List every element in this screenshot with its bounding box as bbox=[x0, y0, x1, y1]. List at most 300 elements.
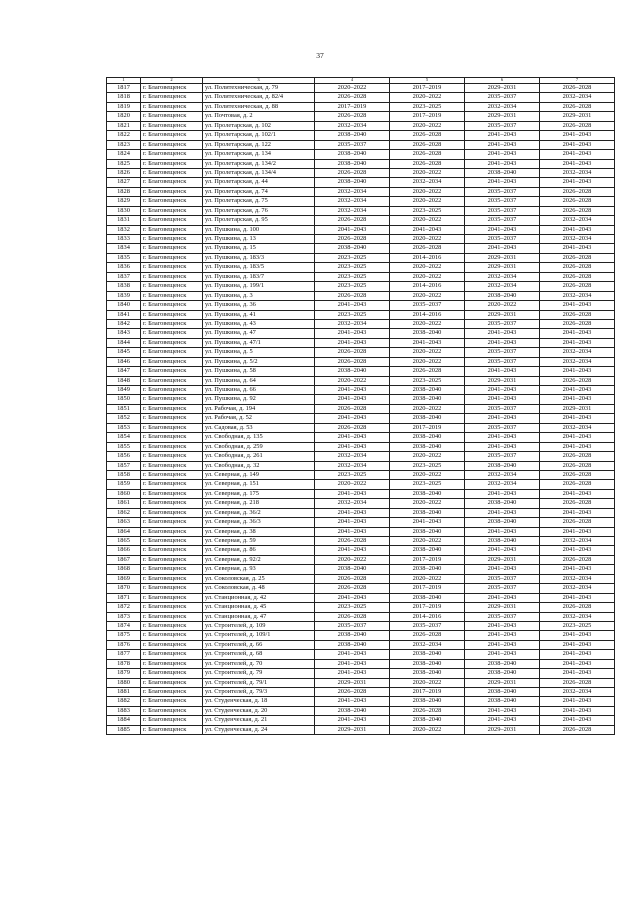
period-cell: 2020–2022 bbox=[390, 470, 465, 479]
table-row bbox=[107, 508, 615, 517]
city-cell: г. Благовещенск bbox=[141, 140, 203, 149]
row-number-cell: 1839 bbox=[107, 291, 141, 300]
period-cell: 2038–2040 bbox=[390, 527, 465, 536]
period-cell: 2023–2025 bbox=[315, 310, 390, 319]
table-row bbox=[107, 640, 615, 649]
period-cell: 2020–2022 bbox=[390, 235, 465, 244]
period-cell: 2035–2037 bbox=[465, 574, 540, 583]
row-number-cell: 1820 bbox=[107, 112, 141, 121]
city-cell: г. Благовещенск bbox=[141, 688, 203, 697]
period-cell: 2041–2043 bbox=[465, 640, 540, 649]
period-cell: 2035–2037 bbox=[465, 93, 540, 102]
city-cell: г. Благовещенск bbox=[141, 244, 203, 253]
period-cell: 2041–2043 bbox=[465, 508, 540, 517]
table-row bbox=[107, 395, 615, 404]
table-row bbox=[107, 272, 615, 281]
row-number-cell: 1818 bbox=[107, 93, 141, 102]
period-cell: 2041–2043 bbox=[540, 593, 615, 602]
table-row bbox=[107, 527, 615, 536]
row-number-cell: 1872 bbox=[107, 603, 141, 612]
address-cell: ул. Строителей, д. 109 bbox=[203, 621, 315, 630]
row-number-cell: 1858 bbox=[107, 470, 141, 479]
period-cell: 2020–2022 bbox=[315, 84, 390, 93]
period-cell: 2041–2043 bbox=[540, 489, 615, 498]
address-cell: ул. Пролетарская, д. 102 bbox=[203, 121, 315, 130]
period-cell: 2038–2040 bbox=[465, 537, 540, 546]
address-cell: ул. Пролетарская, д. 75 bbox=[203, 197, 315, 206]
period-cell: 2032–2034 bbox=[540, 357, 615, 366]
table-row bbox=[107, 225, 615, 234]
table-row bbox=[107, 688, 615, 697]
city-cell: г. Благовещенск bbox=[141, 121, 203, 130]
column-number-header: 7 bbox=[540, 78, 615, 84]
period-cell: 2041–2043 bbox=[315, 386, 390, 395]
table-row bbox=[107, 244, 615, 253]
row-number-cell: 1878 bbox=[107, 659, 141, 668]
period-cell: 2032–2034 bbox=[540, 612, 615, 621]
address-cell: ул. Северная, д. 149 bbox=[203, 470, 315, 479]
period-cell: 2026–2028 bbox=[315, 688, 390, 697]
address-cell: ул. Пушкина, д. 183/5 bbox=[203, 263, 315, 272]
row-number-cell: 1866 bbox=[107, 546, 141, 555]
address-cell: ул. Северная, д. 36/2 bbox=[203, 508, 315, 517]
period-cell: 2038–2040 bbox=[315, 244, 390, 253]
period-cell: 2041–2043 bbox=[465, 367, 540, 376]
row-number-cell: 1862 bbox=[107, 508, 141, 517]
address-cell: ул. Северная, д. 86 bbox=[203, 546, 315, 555]
schedule-table bbox=[106, 77, 615, 735]
period-cell: 2041–2043 bbox=[540, 301, 615, 310]
period-cell: 2041–2043 bbox=[315, 338, 390, 347]
period-cell: 2041–2043 bbox=[465, 178, 540, 187]
row-number-cell: 1832 bbox=[107, 225, 141, 234]
city-cell: г. Благовещенск bbox=[141, 414, 203, 423]
period-cell: 2041–2043 bbox=[465, 489, 540, 498]
period-cell: 2020–2022 bbox=[390, 357, 465, 366]
address-cell: ул. Северная, д. 93 bbox=[203, 565, 315, 574]
table-row bbox=[107, 187, 615, 196]
city-cell: г. Благовещенск bbox=[141, 357, 203, 366]
table-row bbox=[107, 357, 615, 366]
city-cell: г. Благовещенск bbox=[141, 659, 203, 668]
city-cell: г. Благовещенск bbox=[141, 93, 203, 102]
address-cell: ул. Рабочая, д. 52 bbox=[203, 414, 315, 423]
address-cell: ул. Строителей, д. 79 bbox=[203, 669, 315, 678]
table-row bbox=[107, 263, 615, 272]
period-cell: 2038–2040 bbox=[390, 697, 465, 706]
row-number-cell: 1881 bbox=[107, 688, 141, 697]
period-cell: 2041–2043 bbox=[540, 716, 615, 725]
address-cell: ул. Пушкина, д. 183/3 bbox=[203, 253, 315, 262]
period-cell: 2032–2034 bbox=[465, 272, 540, 281]
city-cell: г. Благовещенск bbox=[141, 461, 203, 470]
period-cell: 2035–2037 bbox=[465, 197, 540, 206]
period-cell: 2032–2034 bbox=[315, 187, 390, 196]
period-cell: 2029–2031 bbox=[465, 376, 540, 385]
table-row bbox=[107, 84, 615, 93]
city-cell: г. Благовещенск bbox=[141, 291, 203, 300]
period-cell: 2041–2043 bbox=[465, 565, 540, 574]
row-number-cell: 1854 bbox=[107, 433, 141, 442]
address-cell: ул. Северная, д. 175 bbox=[203, 489, 315, 498]
row-number-cell: 1864 bbox=[107, 527, 141, 536]
address-cell: ул. Пушкина, д. 36 bbox=[203, 301, 315, 310]
period-cell: 2026–2028 bbox=[540, 518, 615, 527]
period-cell: 2026–2028 bbox=[315, 423, 390, 432]
period-cell: 2026–2028 bbox=[540, 470, 615, 479]
table-row bbox=[107, 159, 615, 168]
period-cell: 2041–2043 bbox=[465, 225, 540, 234]
row-number-cell: 1860 bbox=[107, 489, 141, 498]
period-cell: 2032–2034 bbox=[315, 319, 390, 328]
address-cell: ул. Строителей, д. 70 bbox=[203, 659, 315, 668]
period-cell: 2026–2028 bbox=[390, 150, 465, 159]
row-number-cell: 1840 bbox=[107, 301, 141, 310]
address-cell: ул. Пушкина, д. 66 bbox=[203, 386, 315, 395]
city-cell: г. Благовещенск bbox=[141, 206, 203, 215]
address-cell: ул. Северная, д. 59 bbox=[203, 537, 315, 546]
row-number-cell: 1880 bbox=[107, 678, 141, 687]
period-cell: 2038–2040 bbox=[390, 414, 465, 423]
table-row bbox=[107, 555, 615, 564]
period-cell: 2029–2031 bbox=[465, 253, 540, 262]
address-cell: ул. Свободная, д. 32 bbox=[203, 461, 315, 470]
address-cell: ул. Пролетарская, д. 134 bbox=[203, 150, 315, 159]
city-cell: г. Благовещенск bbox=[141, 574, 203, 583]
column-number-header: 1 bbox=[107, 78, 141, 84]
address-cell: ул. Свободная, д. 135 bbox=[203, 433, 315, 442]
row-number-cell: 1853 bbox=[107, 423, 141, 432]
period-cell: 2041–2043 bbox=[540, 367, 615, 376]
address-cell: ул. Пушкина, д. 199/1 bbox=[203, 282, 315, 291]
city-cell: г. Благовещенск bbox=[141, 669, 203, 678]
address-cell: ул. Пушкина, д. 5/2 bbox=[203, 357, 315, 366]
period-cell: 2038–2040 bbox=[315, 631, 390, 640]
period-cell: 2041–2043 bbox=[315, 518, 390, 527]
period-cell: 2038–2040 bbox=[390, 650, 465, 659]
table-row bbox=[107, 112, 615, 121]
address-cell: ул. Станционная, д. 47 bbox=[203, 612, 315, 621]
row-number-cell: 1861 bbox=[107, 499, 141, 508]
period-cell: 2020–2022 bbox=[390, 121, 465, 130]
period-cell: 2032–2034 bbox=[465, 102, 540, 111]
row-number-cell: 1834 bbox=[107, 244, 141, 253]
period-cell: 2035–2037 bbox=[465, 357, 540, 366]
period-cell: 2041–2043 bbox=[540, 131, 615, 140]
table-row bbox=[107, 442, 615, 451]
row-number-cell: 1822 bbox=[107, 131, 141, 140]
period-cell: 2023–2025 bbox=[540, 621, 615, 630]
address-cell: ул. Свободная, д. 259 bbox=[203, 442, 315, 451]
table-row bbox=[107, 452, 615, 461]
period-cell: 2041–2043 bbox=[315, 442, 390, 451]
period-cell: 2023–2025 bbox=[315, 263, 390, 272]
period-cell: 2020–2022 bbox=[390, 678, 465, 687]
table-row bbox=[107, 537, 615, 546]
period-cell: 2038–2040 bbox=[390, 329, 465, 338]
period-cell: 2026–2028 bbox=[540, 452, 615, 461]
period-cell: 2029–2031 bbox=[465, 725, 540, 734]
city-cell: г. Благовещенск bbox=[141, 565, 203, 574]
row-number-cell: 1876 bbox=[107, 640, 141, 649]
period-cell: 2041–2043 bbox=[465, 716, 540, 725]
period-cell: 2029–2031 bbox=[315, 678, 390, 687]
period-cell: 2026–2028 bbox=[540, 253, 615, 262]
period-cell: 2035–2037 bbox=[465, 187, 540, 196]
row-number-cell: 1844 bbox=[107, 338, 141, 347]
period-cell: 2032–2034 bbox=[540, 93, 615, 102]
period-cell: 2041–2043 bbox=[540, 527, 615, 536]
table-row bbox=[107, 678, 615, 687]
period-cell: 2041–2043 bbox=[315, 225, 390, 234]
table-row bbox=[107, 329, 615, 338]
city-cell: г. Благовещенск bbox=[141, 197, 203, 206]
period-cell: 2041–2043 bbox=[540, 178, 615, 187]
city-cell: г. Благовещенск bbox=[141, 348, 203, 357]
period-cell: 2020–2022 bbox=[390, 725, 465, 734]
row-number-cell: 1871 bbox=[107, 593, 141, 602]
period-cell: 2014–2016 bbox=[390, 253, 465, 262]
city-cell: г. Благовещенск bbox=[141, 442, 203, 451]
city-cell: г. Благовещенск bbox=[141, 716, 203, 725]
period-cell: 2029–2031 bbox=[465, 555, 540, 564]
period-cell: 2041–2043 bbox=[465, 442, 540, 451]
table-row bbox=[107, 206, 615, 215]
period-cell: 2020–2022 bbox=[390, 168, 465, 177]
period-cell: 2023–2025 bbox=[390, 102, 465, 111]
address-cell: ул. Соколовская, д. 48 bbox=[203, 584, 315, 593]
city-cell: г. Благовещенск bbox=[141, 168, 203, 177]
period-cell: 2026–2028 bbox=[315, 216, 390, 225]
period-cell: 2038–2040 bbox=[465, 291, 540, 300]
period-cell: 2041–2043 bbox=[390, 338, 465, 347]
period-cell: 2020–2022 bbox=[465, 301, 540, 310]
period-cell: 2026–2028 bbox=[315, 404, 390, 413]
row-number-cell: 1826 bbox=[107, 168, 141, 177]
table-row bbox=[107, 461, 615, 470]
city-cell: г. Благовещенск bbox=[141, 319, 203, 328]
period-cell: 2035–2037 bbox=[465, 584, 540, 593]
table-row bbox=[107, 470, 615, 479]
period-cell: 2032–2034 bbox=[540, 574, 615, 583]
table-row bbox=[107, 669, 615, 678]
period-cell: 2041–2043 bbox=[465, 159, 540, 168]
table-row bbox=[107, 131, 615, 140]
row-number-cell: 1824 bbox=[107, 150, 141, 159]
table-row bbox=[107, 386, 615, 395]
table-row bbox=[107, 546, 615, 555]
period-cell: 2035–2037 bbox=[465, 206, 540, 215]
period-cell: 2026–2028 bbox=[315, 584, 390, 593]
address-cell: ул. Пушкина, д. 5 bbox=[203, 348, 315, 357]
period-cell: 2041–2043 bbox=[540, 150, 615, 159]
period-cell: 2041–2043 bbox=[465, 131, 540, 140]
row-number-cell: 1870 bbox=[107, 584, 141, 593]
column-number-header: 2 bbox=[141, 78, 203, 84]
city-cell: г. Благовещенск bbox=[141, 584, 203, 593]
period-cell: 2041–2043 bbox=[315, 650, 390, 659]
period-cell: 2032–2034 bbox=[540, 235, 615, 244]
table-row bbox=[107, 706, 615, 715]
table-row bbox=[107, 518, 615, 527]
address-cell: ул. Пролетарская, д. 134/4 bbox=[203, 168, 315, 177]
row-number-cell: 1877 bbox=[107, 650, 141, 659]
period-cell: 2026–2028 bbox=[390, 159, 465, 168]
period-cell: 2023–2025 bbox=[315, 253, 390, 262]
table-row bbox=[107, 659, 615, 668]
city-cell: г. Благовещенск bbox=[141, 282, 203, 291]
period-cell: 2032–2034 bbox=[465, 470, 540, 479]
period-cell: 2041–2043 bbox=[540, 159, 615, 168]
period-cell: 2017–2019 bbox=[315, 102, 390, 111]
period-cell: 2020–2022 bbox=[390, 272, 465, 281]
period-cell: 2023–2025 bbox=[390, 480, 465, 489]
period-cell: 2032–2034 bbox=[315, 452, 390, 461]
period-cell: 2026–2028 bbox=[315, 357, 390, 366]
address-cell: ул. Строителей, д. 79/1 bbox=[203, 678, 315, 687]
city-cell: г. Благовещенск bbox=[141, 423, 203, 432]
period-cell: 2035–2037 bbox=[315, 140, 390, 149]
period-cell: 2017–2019 bbox=[390, 603, 465, 612]
address-cell: ул. Рабочая, д. 194 bbox=[203, 404, 315, 413]
period-cell: 2035–2037 bbox=[465, 348, 540, 357]
period-cell: 2014–2016 bbox=[390, 282, 465, 291]
city-cell: г. Благовещенск bbox=[141, 178, 203, 187]
period-cell: 2017–2019 bbox=[390, 112, 465, 121]
period-cell: 2038–2040 bbox=[315, 178, 390, 187]
period-cell: 2032–2034 bbox=[390, 178, 465, 187]
city-cell: г. Благовещенск bbox=[141, 386, 203, 395]
period-cell: 2020–2022 bbox=[390, 291, 465, 300]
period-cell: 2041–2043 bbox=[540, 140, 615, 149]
table-row bbox=[107, 584, 615, 593]
period-cell: 2032–2034 bbox=[540, 423, 615, 432]
address-cell: ул. Пушкина, д. 64 bbox=[203, 376, 315, 385]
period-cell: 2029–2031 bbox=[465, 112, 540, 121]
period-cell: 2035–2037 bbox=[465, 235, 540, 244]
period-cell: 2038–2040 bbox=[390, 716, 465, 725]
period-cell: 2020–2022 bbox=[390, 319, 465, 328]
period-cell: 2038–2040 bbox=[390, 395, 465, 404]
period-cell: 2029–2031 bbox=[540, 112, 615, 121]
period-cell: 2041–2043 bbox=[540, 508, 615, 517]
city-cell: г. Благовещенск bbox=[141, 452, 203, 461]
address-cell: ул. Станционная, д. 45 bbox=[203, 603, 315, 612]
period-cell: 2023–2025 bbox=[315, 603, 390, 612]
city-cell: г. Благовещенск bbox=[141, 301, 203, 310]
address-cell: ул. Садовая, д. 53 bbox=[203, 423, 315, 432]
period-cell: 2038–2040 bbox=[390, 669, 465, 678]
city-cell: г. Благовещенск bbox=[141, 187, 203, 196]
period-cell: 2026–2028 bbox=[390, 140, 465, 149]
period-cell: 2041–2043 bbox=[465, 593, 540, 602]
address-cell: ул. Пролетарская, д. 95 bbox=[203, 216, 315, 225]
period-cell: 2038–2040 bbox=[315, 367, 390, 376]
row-number-cell: 1833 bbox=[107, 235, 141, 244]
row-number-cell: 1874 bbox=[107, 621, 141, 630]
period-cell: 2041–2043 bbox=[540, 329, 615, 338]
address-cell: ул. Строителей, д. 79/3 bbox=[203, 688, 315, 697]
table-row bbox=[107, 621, 615, 630]
period-cell: 2035–2037 bbox=[465, 404, 540, 413]
table-row bbox=[107, 235, 615, 244]
city-cell: г. Благовещенск bbox=[141, 603, 203, 612]
table-row bbox=[107, 197, 615, 206]
period-cell: 2026–2028 bbox=[540, 480, 615, 489]
city-cell: г. Благовещенск bbox=[141, 480, 203, 489]
table-row bbox=[107, 348, 615, 357]
period-cell: 2035–2037 bbox=[465, 612, 540, 621]
period-cell: 2041–2043 bbox=[540, 546, 615, 555]
city-cell: г. Благовещенск bbox=[141, 338, 203, 347]
period-cell: 2041–2043 bbox=[465, 150, 540, 159]
period-cell: 2017–2019 bbox=[390, 84, 465, 93]
row-number-cell: 1837 bbox=[107, 272, 141, 281]
table-row bbox=[107, 574, 615, 583]
city-cell: г. Благовещенск bbox=[141, 367, 203, 376]
period-cell: 2035–2037 bbox=[465, 423, 540, 432]
city-cell: г. Благовещенск bbox=[141, 329, 203, 338]
city-cell: г. Благовещенск bbox=[141, 706, 203, 715]
table-row bbox=[107, 716, 615, 725]
row-number-cell: 1879 bbox=[107, 669, 141, 678]
period-cell: 2032–2034 bbox=[540, 688, 615, 697]
period-cell: 2032–2034 bbox=[465, 282, 540, 291]
table-row bbox=[107, 593, 615, 602]
address-cell: ул. Пушкина, д. 41 bbox=[203, 310, 315, 319]
period-cell: 2041–2043 bbox=[465, 621, 540, 630]
period-cell: 2023–2025 bbox=[390, 206, 465, 215]
address-cell: ул. Соколовская, д. 25 bbox=[203, 574, 315, 583]
period-cell: 2041–2043 bbox=[540, 442, 615, 451]
period-cell: 2038–2040 bbox=[465, 518, 540, 527]
address-cell: ул. Пушкина, д. 15 bbox=[203, 244, 315, 253]
city-cell: г. Благовещенск bbox=[141, 508, 203, 517]
table-row bbox=[107, 216, 615, 225]
period-cell: 2020–2022 bbox=[390, 537, 465, 546]
period-cell: 2032–2034 bbox=[465, 480, 540, 489]
period-cell: 2026–2028 bbox=[540, 263, 615, 272]
period-cell: 2020–2022 bbox=[390, 404, 465, 413]
period-cell: 2032–2034 bbox=[540, 584, 615, 593]
table-row bbox=[107, 338, 615, 347]
row-number-cell: 1875 bbox=[107, 631, 141, 640]
period-cell: 2026–2028 bbox=[540, 310, 615, 319]
period-cell: 2026–2028 bbox=[315, 93, 390, 102]
period-cell: 2041–2043 bbox=[540, 640, 615, 649]
period-cell: 2041–2043 bbox=[465, 244, 540, 253]
period-cell: 2041–2043 bbox=[315, 669, 390, 678]
row-number-cell: 1843 bbox=[107, 329, 141, 338]
row-number-cell: 1849 bbox=[107, 386, 141, 395]
city-cell: г. Благовещенск bbox=[141, 150, 203, 159]
row-number-cell: 1827 bbox=[107, 178, 141, 187]
row-number-cell: 1836 bbox=[107, 263, 141, 272]
period-cell: 2017–2019 bbox=[390, 555, 465, 564]
address-cell: ул. Северная, д. 36/3 bbox=[203, 518, 315, 527]
period-cell: 2026–2028 bbox=[315, 112, 390, 121]
period-cell: 2026–2028 bbox=[540, 678, 615, 687]
period-cell: 2041–2043 bbox=[465, 546, 540, 555]
period-cell: 2041–2043 bbox=[315, 527, 390, 536]
period-cell: 2026–2028 bbox=[390, 631, 465, 640]
row-number-cell: 1819 bbox=[107, 102, 141, 111]
row-number-cell: 1867 bbox=[107, 555, 141, 564]
period-cell: 2041–2043 bbox=[540, 414, 615, 423]
period-cell: 2026–2028 bbox=[315, 291, 390, 300]
period-cell: 2029–2031 bbox=[465, 263, 540, 272]
row-number-cell: 1841 bbox=[107, 310, 141, 319]
